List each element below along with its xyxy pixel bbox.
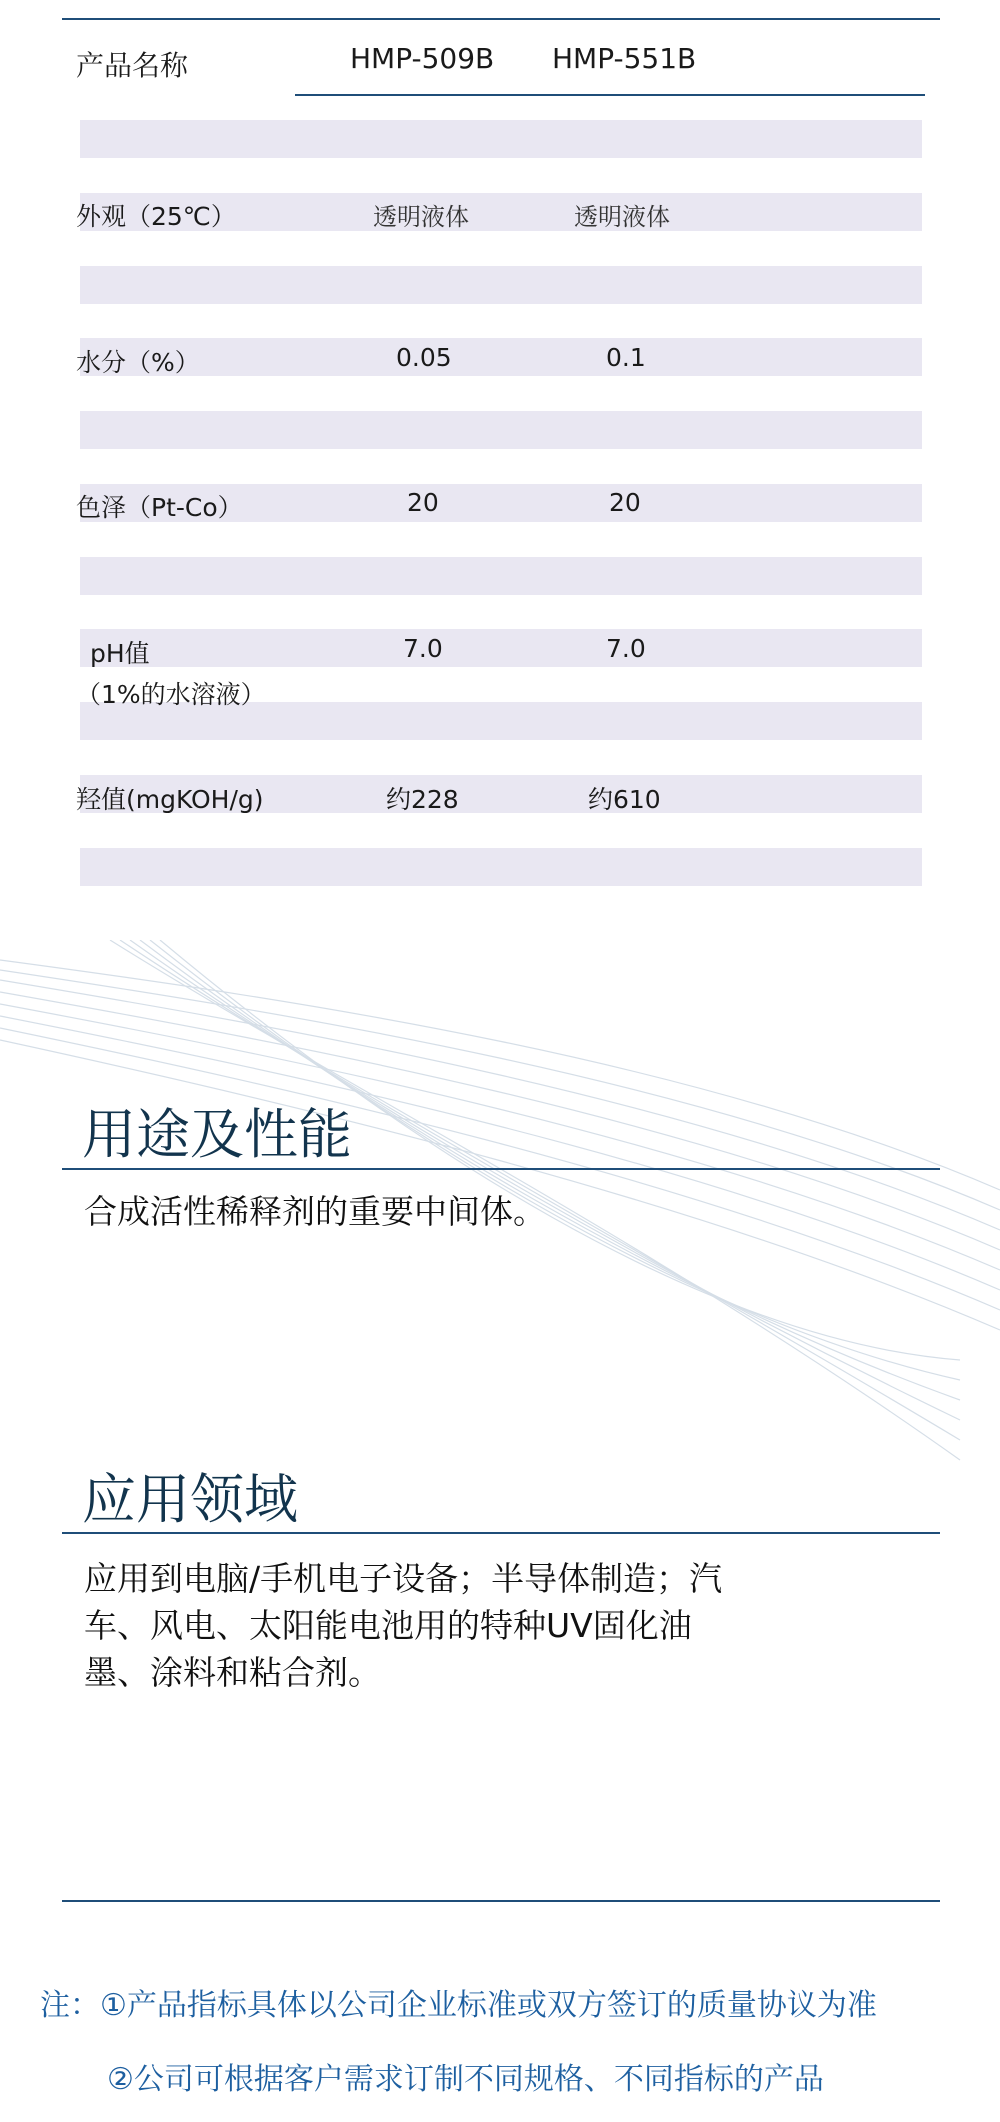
table-stripe xyxy=(80,557,922,595)
table-stripe xyxy=(80,120,922,158)
application-section-rule xyxy=(62,1532,940,1534)
note-line-2: ②公司可根据客户需求订制不同规格、不同指标的产品 xyxy=(107,2062,824,2097)
header-product-name: 产品名称 xyxy=(76,49,189,82)
application-section-title: 应用领域 xyxy=(82,1468,298,1531)
table-top-rule xyxy=(62,18,940,20)
header-col-hmp551b: HMP-551B xyxy=(552,42,697,75)
usage-section-title: 用途及性能 xyxy=(82,1103,352,1166)
table-stripe xyxy=(80,848,922,886)
row-label-hydroxyl-value: 羟值(mgKOH/g) xyxy=(76,785,264,814)
table-stripe xyxy=(80,629,922,667)
header-col-hmp509b: HMP-509B xyxy=(350,42,495,75)
usage-section-rule xyxy=(62,1168,940,1170)
table-stripe xyxy=(80,338,922,376)
notes-top-rule xyxy=(62,1900,940,1902)
row-value-hydroxyl-551b: 约610 xyxy=(588,785,661,814)
application-text-line-1: 应用到电脑/手机电子设备；半导体制造；汽 xyxy=(84,1559,723,1598)
usage-section-text: 合成活性稀释剂的重要中间体。 xyxy=(84,1192,546,1231)
table-header-rule xyxy=(295,94,925,96)
row-value-color-551b: 20 xyxy=(609,488,641,517)
row-value-ph-509b: 7.0 xyxy=(403,634,443,663)
application-text-line-2: 车、风电、太阳能电池用的特种UV固化油 xyxy=(84,1606,692,1645)
row-value-color-509b: 20 xyxy=(407,488,439,517)
note-line-1: 注：①产品指标具体以公司企业标准或双方签订的质量协议为准 xyxy=(40,1988,877,2023)
row-value-ph-551b: 7.0 xyxy=(606,634,646,663)
row-label-ph: pH值 xyxy=(90,639,150,668)
row-value-appearance-551b: 透明液体 xyxy=(574,203,670,231)
table-stripe xyxy=(80,411,922,449)
row-label-ph-solution: （1%的水溶液） xyxy=(76,680,266,709)
row-value-moisture-509b: 0.05 xyxy=(396,343,452,372)
row-value-hydroxyl-509b: 约228 xyxy=(386,785,459,814)
row-label-moisture: 水分（%） xyxy=(76,348,200,377)
row-value-appearance-509b: 透明液体 xyxy=(373,203,469,231)
row-label-appearance: 外观（25℃） xyxy=(76,202,236,231)
table-stripe xyxy=(80,266,922,304)
application-text-line-3: 墨、涂料和粘合剂。 xyxy=(84,1653,381,1692)
row-label-color: 色泽（Pt-Co） xyxy=(76,493,243,522)
row-value-moisture-551b: 0.1 xyxy=(606,343,646,372)
